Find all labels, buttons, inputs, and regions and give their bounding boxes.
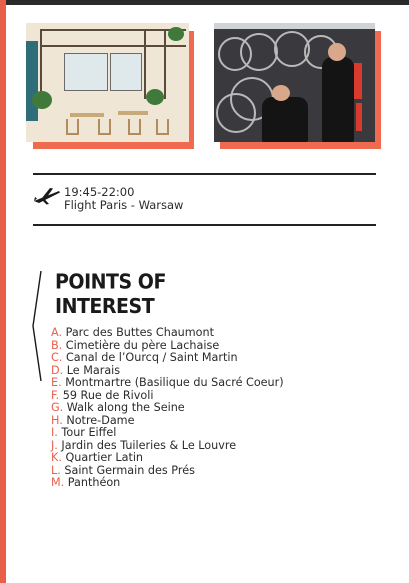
- top-border: [0, 0, 409, 5]
- poi-item-m: [51, 477, 381, 490]
- poi-letter: M.: [51, 476, 65, 489]
- poi-name: Parc des Buttes Chaumont: [65, 326, 214, 339]
- poi-letter: A.: [51, 326, 63, 339]
- bike-shop-photo: [214, 23, 384, 151]
- poi-letter: C.: [51, 351, 63, 364]
- poi-name: Saint Germain des Prés: [64, 463, 195, 477]
- poi-name: Cimetière du père Lachaise: [65, 338, 220, 352]
- poi-letter: J.: [51, 438, 58, 452]
- poi-letter: B.: [51, 338, 63, 352]
- poi-letter: D.: [51, 363, 64, 377]
- poi-title: [55, 270, 255, 320]
- flight-rule-top: [33, 173, 376, 175]
- poi-letter: E.: [51, 376, 62, 389]
- poi-letter: K.: [51, 451, 62, 464]
- cafe-photo: [26, 23, 196, 151]
- poi-name: Panthéon: [67, 476, 121, 489]
- poi-letter: I.: [51, 426, 58, 439]
- poi-name: Jardin des Tuileries & Le Louvre: [61, 438, 237, 452]
- flight-route: Flight Paris - Warsaw: [64, 198, 184, 212]
- flight-text: [64, 186, 324, 212]
- poi-title-line2: INTEREST: [55, 294, 155, 319]
- poi-name: Tour Eiffel: [61, 426, 117, 439]
- cafe-photo-image: [26, 23, 189, 142]
- poi-title-line1: POINTS OF: [55, 270, 166, 294]
- poi-name: Canal de l’Ourcq / Saint Martin: [65, 351, 238, 364]
- poi-list: [51, 327, 381, 490]
- flight-time: 19:45-22:00: [64, 185, 135, 199]
- bike-shop-photo-image: [214, 23, 375, 142]
- poi-name: Le Marais: [66, 363, 121, 377]
- left-accent-bar: [0, 0, 6, 583]
- poi-letter: H.: [51, 413, 63, 427]
- bracket-decoration: [30, 270, 44, 382]
- airplane-icon: [33, 186, 61, 206]
- poi-name: 59 Rue de Rivoli: [62, 388, 154, 402]
- poi-name: Montmartre (Basilique du Sacré Coeur): [65, 376, 284, 389]
- poi-name: Notre-Dame: [66, 413, 135, 427]
- poi-letter: G.: [51, 401, 64, 414]
- flight-rule-bottom: [33, 224, 376, 226]
- poi-letter: F.: [51, 388, 60, 402]
- poi-letter: L.: [51, 463, 61, 477]
- poi-name: Walk along the Seine: [66, 401, 185, 414]
- poi-name: Quartier Latin: [65, 451, 144, 464]
